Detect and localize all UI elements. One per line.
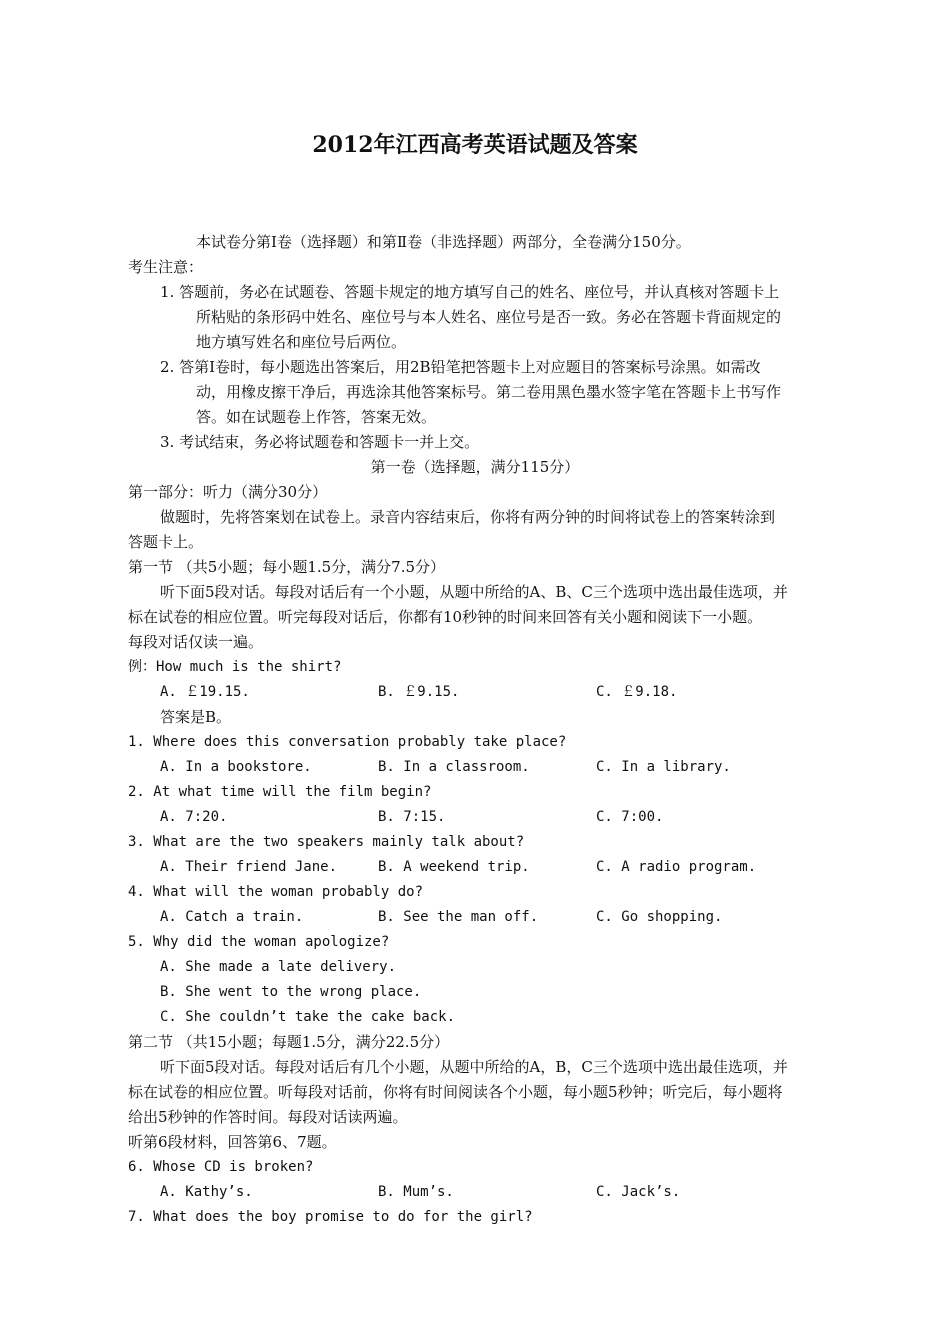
notice-line: 1. 答题前，务必在试题卷、答题卡规定的地方填写自己的姓名、座位号，并认真核对答题卡上 bbox=[160, 283, 780, 301]
notice-line: 3. 考试结束，务必将试题卷和答题卡一并上交。 bbox=[160, 433, 480, 451]
option-c: C. 7:00. bbox=[596, 809, 664, 825]
section1-intro-line: 每段对话仅读一遍。 bbox=[128, 633, 264, 651]
question: 5. Why did the woman apologize? bbox=[128, 934, 390, 950]
section2-intro-line: 标在试卷的相应位置。听每段对话前，你将有时间阅读各个小题，每小题5秒钟；听完后，每小题将 bbox=[128, 1083, 783, 1101]
part1-intro-line: 做题时，先将答案划在试卷上。录音内容结束后，你将有两分钟的时间将试卷上的答案转涂到 bbox=[160, 508, 776, 526]
section1-intro-line: 标在试卷的相应位置。听完每段对话后，你都有10秒钟的时间来回答有关小题和阅读下一小题。 bbox=[128, 608, 763, 626]
section1-heading: 第一节 （共5小题；每小题1.5分，满分7.5分） bbox=[128, 558, 446, 576]
option-a: A. In a bookstore. bbox=[160, 759, 312, 775]
document-title: 2012年江西高考英语试题及答案 bbox=[312, 132, 638, 158]
option-b: B. She went to the wrong place. bbox=[160, 984, 422, 1000]
notice-label: 考生注意： bbox=[128, 258, 204, 276]
question: 1. Where does this conversation probably take place? bbox=[128, 734, 567, 750]
notice-line: 所粘贴的条形码中姓名、座位号与本人姓名、座位号是否一致。务必在答题卡背面规定的 bbox=[196, 308, 782, 326]
notice-line: 地方填写姓名和座位号后两位。 bbox=[196, 333, 407, 351]
option-b: B. 7:15. bbox=[378, 809, 446, 825]
question: 3. What are the two speakers mainly talk about? bbox=[128, 834, 525, 850]
option-b: B. Mum’s. bbox=[378, 1184, 454, 1200]
section2-intro-line: 给出5秒钟的作答时间。每段对话读两遍。 bbox=[128, 1108, 408, 1126]
option-c: C. ￡9.18. bbox=[596, 684, 678, 700]
example-answer: 答案是B。 bbox=[160, 708, 232, 726]
intro-text: 本试卷分第Ⅰ卷（选择题）和第Ⅱ卷（非选择题）两部分，全卷满分150分。 bbox=[196, 233, 691, 251]
notice-line: 动，用橡皮擦干净后，再选涂其他答案标号。第二卷用黑色墨水签字笔在答题卡上书写作 bbox=[196, 383, 782, 401]
notice-line: 2. 答第Ⅰ卷时，每小题选出答案后，用2B铅笔把答题卡上对应题目的答案标号涂黑。如需改 bbox=[160, 358, 761, 376]
option-a: A. Kathy’s. bbox=[160, 1184, 253, 1200]
part1-heading: 第一部分：听力（满分30分） bbox=[128, 483, 328, 501]
option-a: A. Their friend Jane. bbox=[160, 859, 338, 875]
part1-intro-line: 答题卡上。 bbox=[128, 533, 204, 551]
option-a: A. 7:20. bbox=[160, 809, 228, 825]
option-b: B. In a classroom. bbox=[378, 759, 530, 775]
section2-heading: 第二节 （共15小题；每题1.5分，满分22.5分） bbox=[128, 1033, 450, 1051]
option-c: C. She couldn’t take the cake back. bbox=[160, 1009, 456, 1025]
question: 2. At what time will the film begin? bbox=[128, 784, 432, 800]
section2-intro-line: 听下面5段对话。每段对话后有几个小题，从题中所给的A，B，C三个选项中选出最佳选项，并 bbox=[160, 1058, 788, 1076]
option-b: B. ￡9.15. bbox=[378, 684, 460, 700]
option-a: A. ￡19.15. bbox=[160, 684, 250, 700]
option-a: A. She made a late delivery. bbox=[160, 959, 397, 975]
option-c: C. Go shopping. bbox=[596, 909, 723, 925]
option-b: B. A weekend trip. bbox=[378, 859, 530, 875]
question: 6. Whose CD is broken? bbox=[128, 1159, 314, 1175]
question: 7. What does the boy promise to do for the girl? bbox=[128, 1209, 533, 1225]
example-question: 例：How much is the shirt? bbox=[128, 659, 342, 675]
option-c: C. Jack’s. bbox=[596, 1184, 681, 1200]
option-c: C. In a library. bbox=[596, 759, 731, 775]
volume-heading: 第一卷（选择题，满分115分） bbox=[370, 458, 580, 476]
option-c: C. A radio program. bbox=[596, 859, 757, 875]
notice-line: 答。如在试题卷上作答，答案无效。 bbox=[196, 408, 437, 426]
section1-intro-line: 听下面5段对话。每段对话后有一个小题，从题中所给的A、B、C三个选项中选出最佳选项，并 bbox=[160, 583, 788, 601]
question: 4. What will the woman probably do? bbox=[128, 884, 424, 900]
option-b: B. See the man off. bbox=[378, 909, 539, 925]
material-heading: 听第6段材料，回答第6、7题。 bbox=[128, 1133, 337, 1151]
option-a: A. Catch a train. bbox=[160, 909, 304, 925]
